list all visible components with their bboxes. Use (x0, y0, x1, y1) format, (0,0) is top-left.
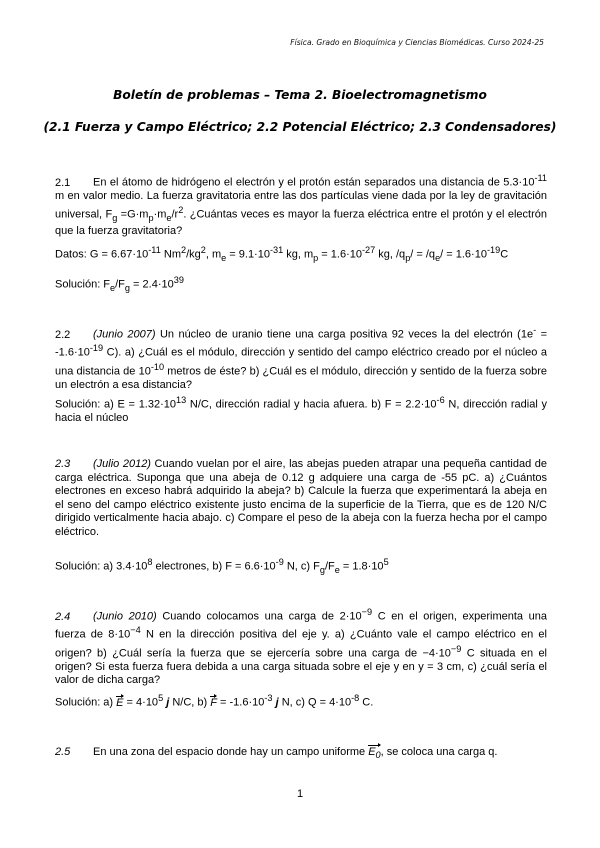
problem-number: 2.4 (55, 610, 71, 623)
document-title: Boletín de problemas – Tema 2. Bioelectromagnetismo (113, 88, 487, 102)
running-header: Física. Grado en Bioquímica y Ciencias Biomédicas. Curso 2024-25 (290, 38, 544, 47)
problem-2-5-statement: 2.5 En una zona del espacio donde hay un campo uniforme $E_0$, se coloca una carga q. (55, 746, 547, 763)
problem-source: (Julio 2012) (93, 458, 151, 470)
problem-number: 2.3 (55, 458, 71, 470)
problem-source: (Junio 2010) (93, 610, 157, 623)
problem-2-1-solution: Solución: $F_e/F_g = 2.4\cdot 10^{39}$ (55, 275, 184, 293)
problem-number: 2.2 (55, 328, 71, 341)
problem-2-2-statement: 2.2 (Junio 2007) Un núcleo de uranio tiene una carga positiva 92 veces la del electrón ($1e^- = -1.6\cdot 10^{-19}$ C). a) ¿Cuál es el módulo, dirección y sentido del campo eléctrico creado por el núcleo a una distancia de $10^{-10}$ metros de éste? b) ¿Cuál es el módulo, dirección y sentido de la fuerza sobre un electrón a esa distancia? (55, 325, 547, 391)
vector-E: E (116, 696, 124, 709)
problem-2-3-statement: 2.3 (Julio 2012) Cuando vuelan por el aire, las abejas pueden atrapar una pequeña cantidad de carga eléctrica. Suponga que una abeja de 0.12 g adquiere una carga de -55 pC. a) ¿Cuántos electrones en exceso habrá adquirido la abeja? b) Calcule la fuerza que experimentará la abeja en el seno del campo eléctrico existente justo encima de la superficie de la Tierra, que es de 120 N/C dirigido verticalmente hacia abajo. c) Compare el peso de la abeja con la fuerza hecha por el campo eléctrico. (55, 458, 547, 538)
problem-number: 2.1 (55, 176, 71, 189)
page-number: 1 (296, 788, 304, 800)
document-subtitle: (2.1 Fuerza y Campo Eléctrico; 2.2 Potencial Eléctrico; 2.3 Condensadores) (43, 120, 557, 134)
problem-2-1-data: Datos: $G = 6.67\cdot 10^{-11}$ $Nm^2/kg^2$, $m_e = 9.1\cdot 10^{-31}$ kg, $m_p = 1.6\cdot 10^{-27}$ kg, $/q_p/ = /q_e/ = 1.6\cdot 10^{-19}C$ (55, 245, 509, 263)
vector-F: F (210, 696, 217, 709)
vector-E0: $E_0$ (368, 746, 380, 763)
problem-2-1-statement: 2.1 En el átomo de hidrógeno el electrón y el protón están separados una distancia de $5.3\cdot 10^{-11}$ m en valor medio. La fuerza gravitatoria entre las dos partículas viene dada por la ley de gravitación universal, $F_g =G\cdot m_p\cdot m_e/r^2$. ¿Cuántas veces es mayor la fuerza eléctrica entre el protón y el electrón que la fuerza gravitatoria? (55, 173, 547, 238)
problem-source: (Junio 2007) (93, 328, 156, 341)
problem-2-3-solution: Solución: a) $3.4\cdot 10^8$ electrones, b) $F = 6.6\cdot 10^{-9}$ N, c) $F_g/F_e = 1.8\cdot 10^5$ (55, 557, 389, 575)
problem-2-2-solution: Solución: a) $E = 1.32\cdot 10^{13}$ N/C, dirección radial y hacia afuera. b) $F = 2.2\cdot 10^{-6}$ N, dirección radial y hacia el núcleo (55, 395, 547, 425)
problem-2-4-solution: Solución: a) $E = 4\cdot 10^5$ j N/C, b) $F = -1.6\cdot 10^{-3}$ j N, c) $Q = 4\cdot 10^{-8}$ C. (55, 693, 374, 709)
problem-number: 2.5 (55, 746, 71, 758)
problem-2-4-statement: 2.4 (Junio 2010) Cuando colocamos una carga de $2\cdot 10^{-9}$ C en el origen, experimenta una fuerza de $8\cdot 10^{-4}$ N en la dirección positiva del eje y. a) ¿Cuánto vale el campo eléctrico en el origen? b) ¿Cuál sería la fuerza que se ejercería sobre una carga de $-4\cdot 10^{-9}$ C situada en el origen? Si esta fuerza fuera debida a una carga situada sobre el eje y en y = 3 cm, c) ¿cuál sería el valor de dicha carga? (55, 607, 548, 687)
